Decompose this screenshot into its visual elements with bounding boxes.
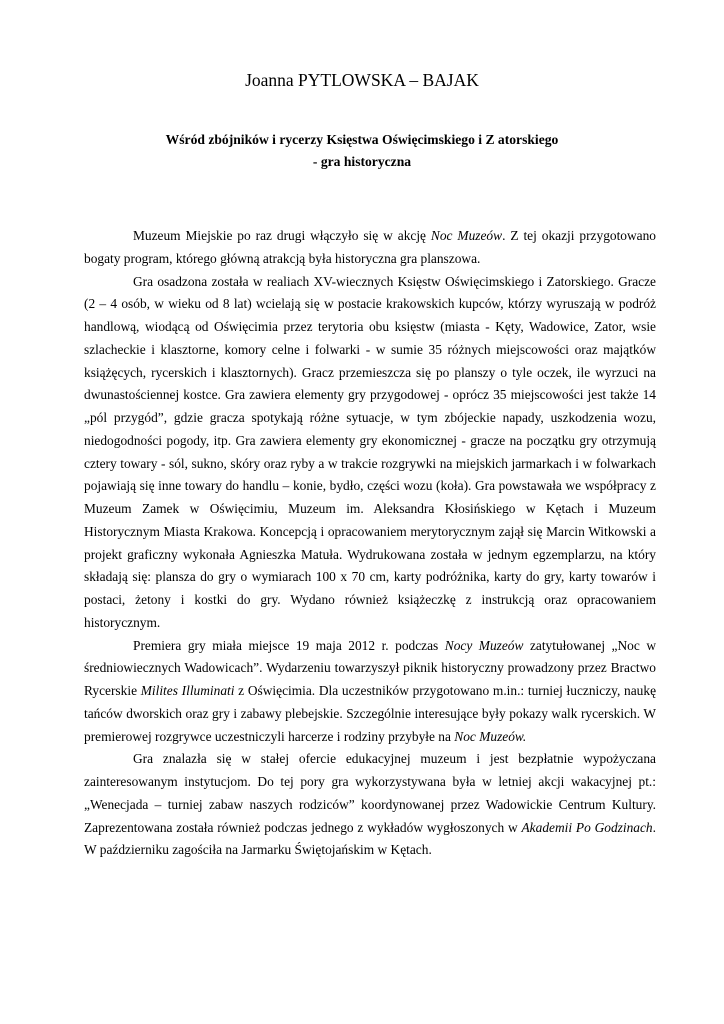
text-run-italic: Akademii Po Godzinach — [521, 819, 653, 835]
text-run-italic: Milites Illuminati — [140, 683, 235, 698]
text-run: . W październiku zagościła na Jarmarku Świętojańskim w Kętach. — [84, 819, 656, 858]
paragraph — [84, 271, 656, 635]
text-run: zatytułowanej „Noc w średniowiecznych Wadowicach”. Wydarzeniu towarzyszył piknik historyczny prowadzony przez Bractwo Rycerskie — [84, 637, 656, 698]
text-run-italic: Noc Muzeów — [430, 228, 503, 243]
text-run: Muzeum Miejskie po raz drugi włączyło się w akcję — [133, 228, 431, 243]
text-run: z Oświęcimia. Dla uczestników przygotowano m.in.: turniej łuczniczy, naukę tańców dworskich oraz gry i zabawy plebejskie. Szczególnie interesujące były pokazy walk rycerskich. W premierowej rozgrywce uczestniczyli harcerze i rodziny przybyłe na — [84, 683, 657, 744]
title-line-1: Wśród zbójników i rycerzy Księstwa Oświęcimskiego i Z atorskiego — [165, 132, 559, 147]
text-run: Premiera gry miała miejsce 19 maja 2012 r. podczas — [133, 637, 445, 653]
text-run: . Z tej okazji przygotowano bogaty program, którego główną atrakcją była historyczna gra planszowa. — [84, 228, 656, 266]
text-run-italic: Noc Muzeów. — [454, 728, 527, 744]
paragraph — [84, 225, 656, 271]
text-run: Gra znalazła się w stałej ofercie edukacyjnej muzeum i jest bezpłatnie wypożyczana zainteresowanym instytucjom. Do tej pory gra wykorzystywana była w letniej akcji wakacyjnej pt.: „Wenecjada – turniej zabaw naszych rodziców” koordynowanej przez Wadowickie Centrum Kultury. Zaprezentowana została również podczas jednego z wykładów wygłoszonych w — [84, 751, 656, 835]
author-name: Joanna PYTLOWSKA – BAJAK — [245, 70, 479, 90]
text-run-italic: Nocy Muzeów — [444, 637, 524, 653]
article-body — [84, 225, 656, 862]
paragraph — [84, 748, 656, 862]
article-title — [80, 129, 644, 173]
text-run: Gra osadzona została w realiach XV-wiecznych Księstw Oświęcimskiego i Zatorskiego. Gracze (2 – 4 osób, w wieku od 8 lat) wcielają się w postacie krakowskich kupców, którzy wyruszają w podróż handlową, wiodącą od Oświęcimia przez terytoria obu księstw (miasta - Kęty, Wadowice, Zator, wsie szlacheckie i klasztorne, komory celne i folwarki - w sumie 35 różnych miejscowości oraz majątków książęcych, rycerskich i klasztornych). Gracz przemieszcza się po planszy o tyle oczek, ile wyrzuci na dwunastościennej kostce. Gra zawiera elementy gry przygodowej - oprócz 35 miejscowości jest także 14 „pól przygód”, gdzie gracza spotykają różne sytuacje, w tym zbójeckie napady, uszkodzenia wozu, niedogodności pogody, itp. Gra zawiera elementy gry ekonomicznej - gracze na początku gry otrzymują cztery towary - sól, sukno, skóry oraz ryby a w trakcie rozgrywki na miejskich jarmarkach i w folwarkach pojawiają się inne towary do handlu – konie, bydło, części wozu (koła). Gra powstawała we współpracy z Muzeum Zamek w Oświęcimiu, Muzeum im. Aleksandra Kłosińskiego w Kętach i Muzeum Historycznym Miasta Krakowa. Koncepcją i opracowaniem merytorycznym zajął się Marcin Witkowski a projekt graficzny wykonała Agnieszka Matuła. Wydrukowana została w jednym egzemplarzu, na który składają się: plansza do gry o wymiarach 100 x 70 cm, karty podróżnika, karty do gry, karty towarów i postaci, żetony i kostki do gry. Wydano również książeczkę z instrukcją oraz opracowaniem historycznym. — [84, 273, 656, 630]
paragraph — [84, 635, 656, 749]
title-line-2: - gra historyczna — [312, 154, 412, 169]
